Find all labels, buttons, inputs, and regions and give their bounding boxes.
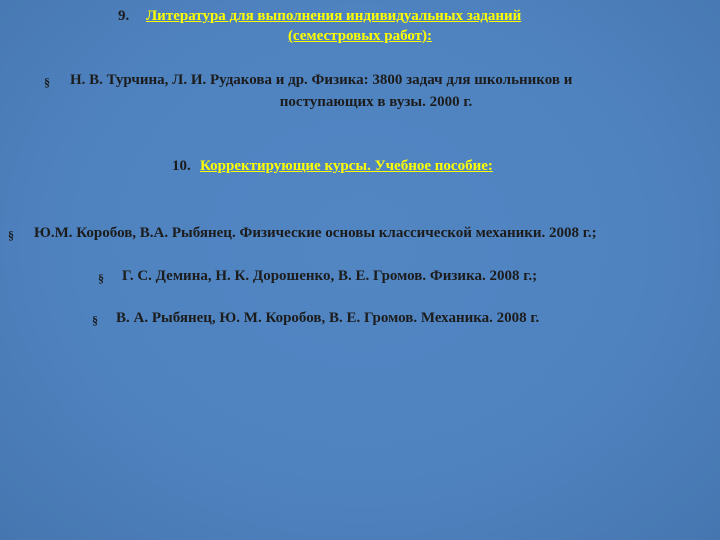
bullet-marker: § [44,75,50,89]
bullet-marker: § [98,271,104,285]
section-9-title-line1: Литература для выполнения индивидуальных заданий [146,8,522,24]
reference-item: В. А. Рыбянец, Ю. М. Коробов, В. Е. Громов. Механика. 2008 г. [116,310,540,326]
reference-item-line2: поступающих в вузы. 2000 г. [279,94,473,110]
section-9-number: 9. [118,8,130,24]
reference-item-line1: Н. В. Турчина, Л. И. Рудакова и др. Физика: 3800 задач для школьников и [70,72,573,88]
reference-item: Г. С. Демина, Н. К. Дорошенко, В. Е. Громов. Физика. 2008 г.; [122,268,538,284]
section-9-title-line2: (семестровых работ): [287,28,433,44]
bullet-marker: § [92,313,98,327]
reference-item: Ю.М. Коробов, В.А. Рыбянец. Физические основы классической механики. 2008 г.; [34,225,597,241]
bullet-marker: § [8,228,14,242]
section-10-number: 10. [172,158,191,174]
section-10-title: Корректирующие курсы. Учебное пособие: [200,158,493,174]
